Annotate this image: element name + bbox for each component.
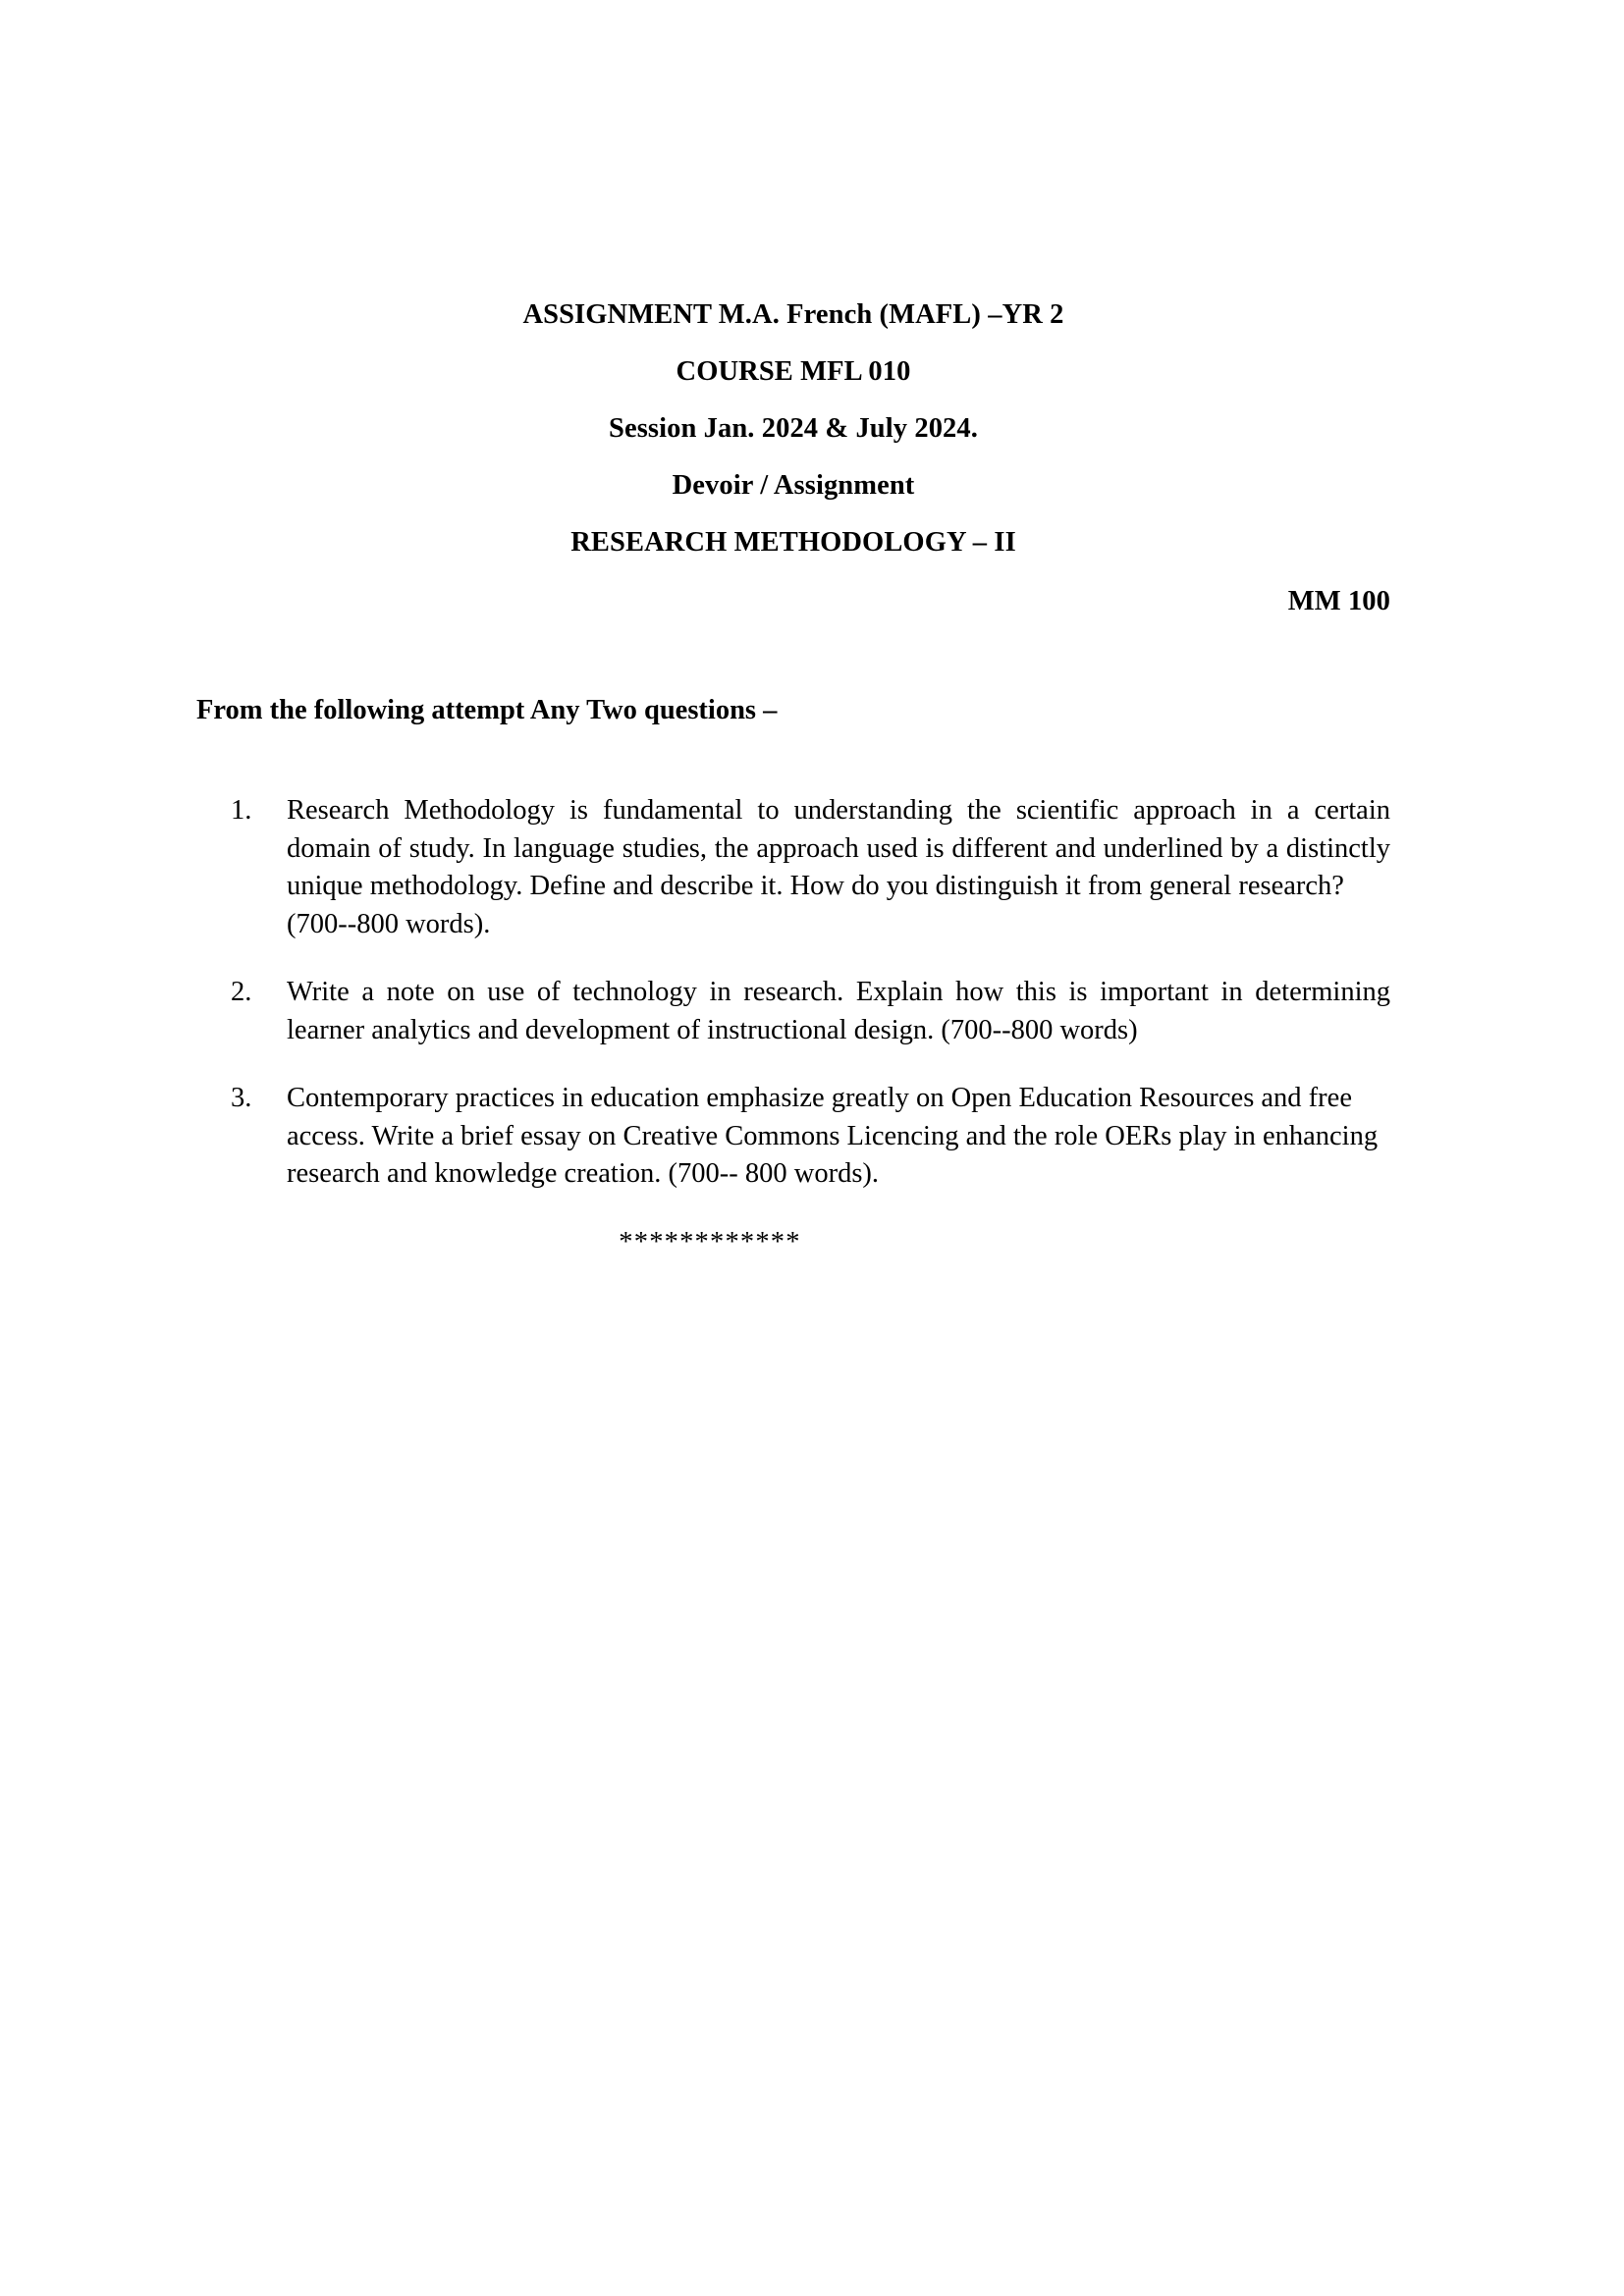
footer-separator: ************ (619, 1226, 801, 1257)
question-text: Write a note on use of technology in research. Explain how this is important in determining learner analytics and development of instructional design. (700--800 words) (287, 977, 1390, 1045)
question-text: Contemporary practices in education emphasize greatly on Open Education Resources and free access. Write a brief essay on Creative Commons Licencing and the role OERs play in enhancing research and knowledge creation. (700-- 800 words). (287, 1083, 1379, 1189)
question-number: 2. (231, 977, 252, 1007)
heading-devoir-assignment: Devoir / Assignment (672, 470, 915, 501)
heading-subject: RESEARCH METHODOLOGY – II (570, 527, 1016, 558)
heading-block (196, 287, 1390, 630)
heading-course-code: COURSE MFL 010 (676, 356, 911, 387)
page-content (196, 0, 1390, 1261)
heading-session: Session Jan. 2024 & July 2024. (609, 413, 978, 444)
question-list (196, 792, 1390, 1194)
question-item (196, 1080, 1390, 1194)
question-number: 1. (231, 795, 252, 826)
heading-assignment-title: ASSIGNMENT M.A. French (MAFL) –YR 2 (522, 299, 1064, 330)
instruction-line: From the following attempt Any Two questions – (196, 695, 778, 725)
max-marks: MM 100 (1287, 586, 1390, 616)
question-text: Research Methodology is fundamental to understanding the scientific approach in a certain domain of study. In language studies, the approach used is different and underlined by a distinctly unique methodology. Define and describe it. How do you distinguish it from general research? (287, 795, 1390, 901)
question-word-count: (700--800 words). (287, 908, 491, 939)
question-item (196, 792, 1390, 943)
question-number: 3. (231, 1083, 252, 1113)
question-item (196, 974, 1390, 1049)
